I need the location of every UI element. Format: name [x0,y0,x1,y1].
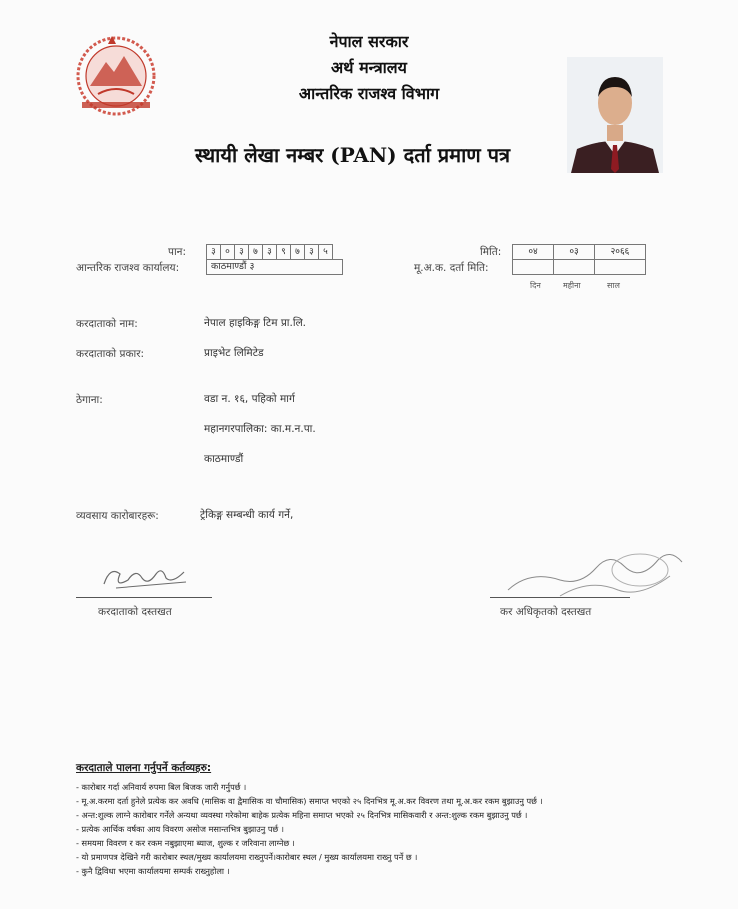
date-day-caption: दिन [530,281,541,290]
address-line-1: वडा न. १६, पहिको मार्ग [204,393,295,405]
taxpayer-photo [567,57,663,173]
pan-digit: ५ [323,247,328,257]
registration-date-boxes [512,244,646,260]
date-year: २०६६ [610,247,630,257]
pan-digit: ३ [263,245,277,259]
duties-title: करदाताले पालना गर्नुपर्ने कर्तव्यहरु: [76,762,212,774]
header-government: नेपाल सरकार [329,32,409,51]
pan-digit: ३ [235,245,249,259]
business-value: ट्रेकिङ्ग सम्बन्धी कार्य गर्ने, [200,509,294,521]
officer-signature-label: कर अधिकृतको दस्तखत [500,606,592,618]
pan-digit: ३ [305,245,319,259]
business-label: व्यवसाय कारोबारहरू: [76,510,159,522]
date-year-caption: साल [607,281,620,290]
pan-digit: ३ [207,245,221,259]
address-line-3: काठमाण्डौं [204,453,244,465]
duty-item: - कारोबार गर्दा अनिवार्य रुपमा बिल बिजक जारी गर्नुपर्छ । [76,782,247,792]
date-month-caption: महीना [563,281,581,290]
pan-label: पान: [168,246,187,258]
pan-digit: ७ [249,245,263,259]
office-value: काठमाण्डौं ३ [206,259,343,275]
header-ministry: अर्थ मन्त्रालय [331,58,407,77]
taxpayer-type: प्राइभेट लिमिटेड [204,347,264,359]
taxpayer-type-label: करदाताको प्रकार: [76,348,145,360]
duty-item: - कुनै द्विविधा भएमा कार्यालयमा सम्पर्क राख्नुहोला । [76,866,230,876]
taxpayer-signature-label: करदाताको दस्तखत [98,606,172,618]
vat-date-month [554,260,595,274]
pan-number-boxes [206,244,333,260]
vat-date-label: मू.अ.क. दर्ता मिति: [414,262,489,274]
duty-item: - यो प्रमाणपत्र देखिने गरी कारोबार स्थल/मुख्य कार्यालयमा राख्नुपर्ने।कारोबार स्थल / मुख्य कार्यालयमा राख्नु पर्ने छ । [76,852,418,862]
date-label: मिति: [480,246,502,258]
duty-item: - मू.अ.करमा दर्ता हुनेले प्रत्येक कर अवधि (मासिक वा द्वैमासिक वा चौमासिक) समाप्त भएको २५ दिनभित्र मू.अ.कर विवरण तथा मू.अ.कर रकम बुझाउनु पर्छ । [76,796,543,806]
taxpayer-name: नेपाल हाइकिङ्ग टिम प्रा.लि. [204,317,307,329]
officer-signature [500,540,690,610]
vat-date-day [513,260,554,274]
pan-digit: ० [221,245,235,259]
taxpayer-signature [96,560,196,596]
address-line-2: महानगरपालिका: का.म.न.पा. [204,423,316,435]
date-month: ०३ [554,245,595,259]
duty-item: - समयमा विवरण र कर रकम नबुझाएमा ब्याज, शुल्क र जरिवाना लाग्नेछ । [76,838,295,848]
vat-date-year [595,260,645,274]
vat-date-boxes [512,259,646,275]
header-department: आन्तरिक राजश्व विभाग [298,84,440,103]
duty-item: - प्रत्येक आर्थिक वर्षका आय विवरण असोज मसान्तभित्र बुझाउनु पर्छ । [76,824,284,834]
address-label: ठेगाना: [76,394,103,406]
duties-list [76,782,543,880]
taxpayer-name-label: करदाताको नाम: [76,318,138,330]
taxpayer-signature-line [76,597,212,598]
date-day: ०४ [513,245,554,259]
pan-digit: ७ [291,245,305,259]
office-label: आन्तरिक राजश्व कार्यालय: [76,262,180,274]
pan-digit: ९ [277,245,291,259]
officer-signature-line [490,597,630,598]
duty-item: - अन्त:शुल्क लाग्ने कारोबार गर्नेले अन्यथा व्यवस्था गरेकोमा बाहेक प्रत्येक महिना समाप्त भएको २५ दिनभित्र मासिकवारी र अन्त:शुल्क रकम बुझाउनु पर्छ । [76,810,528,820]
certificate-title: स्थायी लेखा नम्बर (PAN) दर्ता प्रमाण पत्र [195,143,511,167]
